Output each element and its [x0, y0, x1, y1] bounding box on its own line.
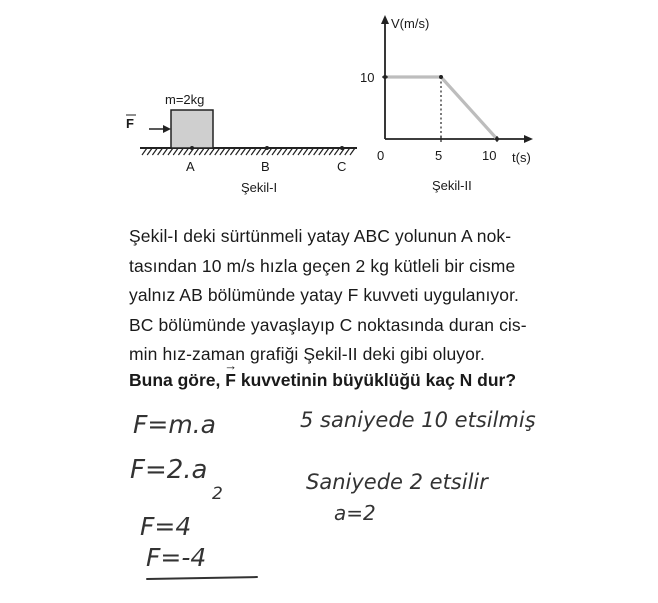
hatch-mark [178, 148, 183, 155]
handwritten-note-1: 5 saniyede 10 etsilmiş [300, 408, 536, 432]
hatch-mark [163, 148, 168, 155]
surface-hatch [142, 148, 355, 155]
hatch-mark [230, 148, 235, 155]
point-c-label: C [337, 159, 347, 174]
hatch-mark [147, 148, 152, 155]
hatch-mark [220, 148, 225, 155]
question-force-vector: → F [225, 370, 236, 391]
hatch-mark [319, 148, 324, 155]
hatch-mark [241, 148, 246, 155]
question-post: kuvvetinin büyüklüğü kaç N dur? [240, 370, 517, 390]
hatch-mark [142, 148, 147, 155]
problem-line-1: Şekil-I deki sürtünmeli yatay ABC yolunun A nok- [129, 226, 512, 246]
hatch-mark [246, 148, 251, 155]
hatch-mark [152, 148, 157, 155]
hatch-mark [303, 148, 308, 155]
hatch-mark [204, 148, 209, 155]
force-arrow-head [163, 125, 171, 133]
hatch-mark [168, 148, 173, 155]
problem-line-5: min hız-zaman grafiği Şekil-II deki gibi oluyor. [129, 344, 485, 364]
figure-1 [105, 85, 365, 200]
hatch-mark [272, 148, 277, 155]
hatch-mark [277, 148, 282, 155]
hatch-mark [308, 148, 313, 155]
hatch-mark [184, 148, 189, 155]
hatch-mark [314, 148, 319, 155]
handwritten-eq-4: F=-4 [146, 543, 207, 572]
problem-line-4: BC bölümünde yavaşlayıp C noktasında duran cis- [129, 314, 527, 335]
problem-line-3: yalnız AB bölümünde yatay F kuvveti uygulanıyor. [129, 285, 520, 305]
point-a-label: A [186, 159, 195, 174]
handwritten-note-2: Saniyede 2 etsilir [306, 470, 488, 494]
handwritten-eq-2: F=2.a [130, 455, 208, 485]
handwritten-eq-2-sub: 2 [212, 484, 223, 504]
figure-2-chart [355, 12, 555, 197]
hatch-mark [329, 148, 334, 155]
point-c-dot [340, 146, 344, 150]
hatch-mark [194, 148, 199, 155]
x-axis-arrow [524, 135, 533, 143]
hatch-mark [215, 148, 220, 155]
point-a-dot [190, 146, 194, 150]
x-tick-label-5: 5 [435, 148, 443, 163]
point-b-label: B [261, 159, 270, 174]
hatch-mark [251, 148, 256, 155]
problem-text [129, 222, 599, 370]
hatch-mark [282, 148, 287, 155]
hatch-mark [158, 148, 163, 155]
question-pre: Buna göre, [129, 370, 221, 390]
hatch-mark [210, 148, 215, 155]
problem-line-2: tasından 10 m/s hızla geçen 2 kg kütleli bir cisme [129, 255, 516, 276]
origin-label: 0 [377, 148, 385, 163]
hatch-mark [256, 148, 261, 155]
hatch-mark [324, 148, 329, 155]
handwritten-note-3: a=2 [334, 501, 376, 525]
handwritten-eq-1: F=m.a [133, 410, 216, 439]
hatch-mark [293, 148, 298, 155]
y-axis-label: V(m/s) [391, 16, 430, 31]
hatch-mark [345, 148, 350, 155]
point-b-dot [265, 146, 269, 150]
figure-1-caption: Şekil-I [241, 180, 278, 195]
hatch-mark [199, 148, 204, 155]
figure-2-caption: Şekil-II [432, 178, 472, 193]
y-tick-label: 10 [360, 70, 375, 85]
x-axis-label: t(s) [512, 150, 531, 165]
hatch-mark [288, 148, 293, 155]
hatch-mark [298, 148, 303, 155]
x-tick-label-10: 10 [482, 148, 497, 163]
hatch-mark [173, 148, 178, 155]
handwritten-answer-underline [146, 576, 258, 580]
hatch-mark [334, 148, 339, 155]
mass-label: m=2kg [165, 92, 205, 107]
hatch-mark [236, 148, 241, 155]
force-label: F [126, 116, 134, 131]
y-axis-arrow [381, 15, 389, 24]
block [171, 110, 213, 148]
handwritten-eq-3: F=4 [140, 512, 192, 541]
question-text [129, 370, 516, 391]
series-point-1 [439, 75, 443, 79]
hatch-mark [225, 148, 230, 155]
